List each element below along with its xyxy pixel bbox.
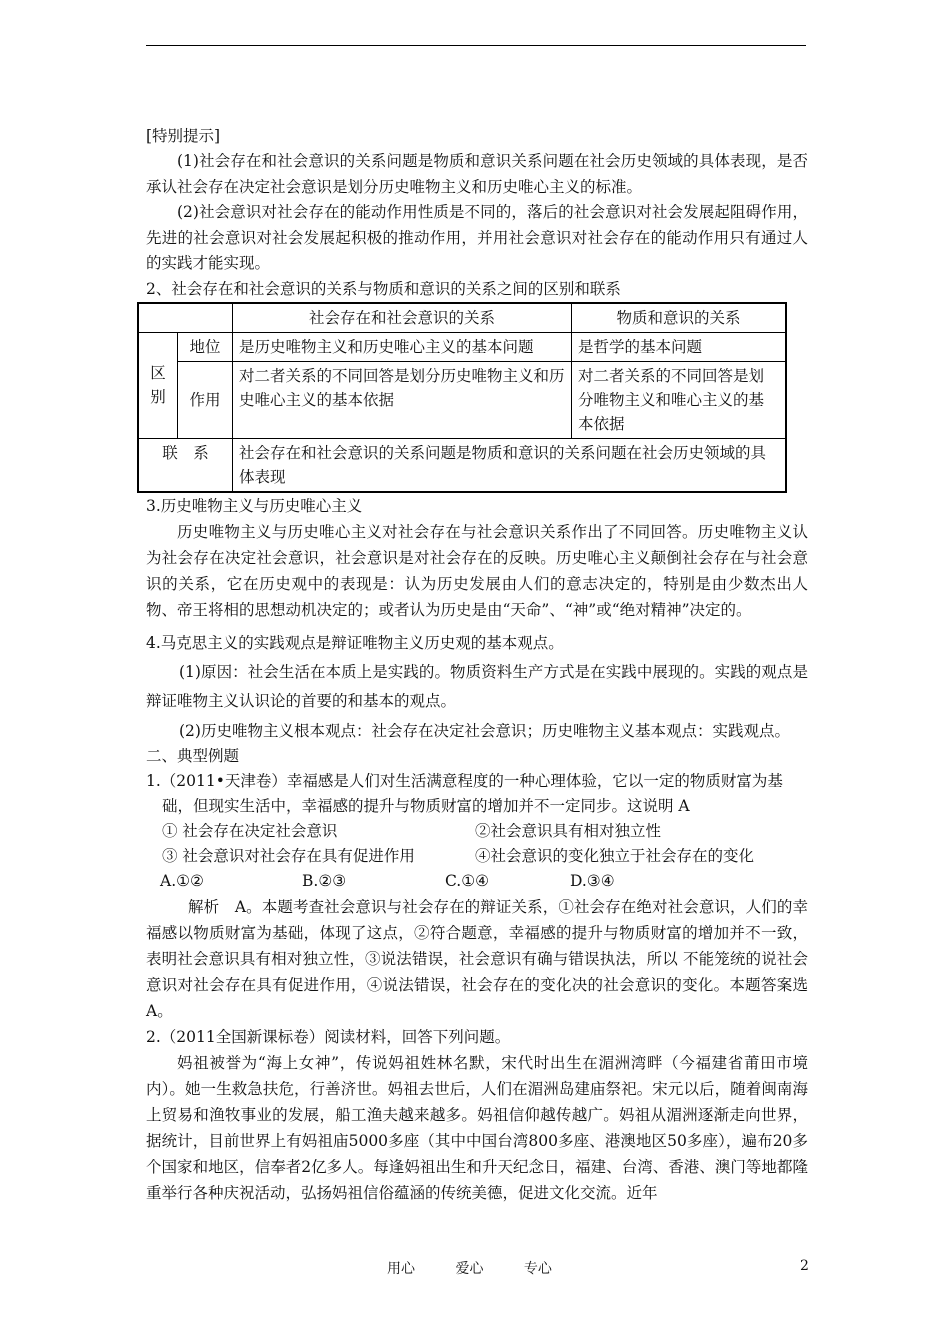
footer-word-2: 爱心 [455,1261,484,1277]
table-row-status-label: 地位 [178,332,233,361]
q1-choice-d: D.③④ [570,871,615,890]
table-link-label: 联 系 [138,438,233,492]
footer-motto [387,1258,588,1278]
q1-choices [146,869,808,894]
examples-heading: 二、典型例题 [146,746,240,765]
header-rule [146,45,806,46]
q1-option-3: ③ 社会意识对社会存在具有促进作用 [162,846,415,865]
q1-options-row-1 [146,819,808,844]
footer-word-3: 专心 [523,1261,552,1277]
q1-analysis: 解析 A。本题考查社会意识与社会存在的辩证关系，①社会存在绝对社会意识，人们的幸福感以物质财富为基础，体现了这点，②符合题意，幸福感的提升与物质财富的增加并不一致，表明社会意识具有相对独立性，③说法错误，社会意识有确与错误执法，所以 不能笼统的说社会意识对社会存在具有促进作用，④说法错误，社会存在的变化决的社会意识的变化。本题答案选A。 [146,897,808,1020]
q1-options-row-2 [146,844,808,869]
table-corner-cell [138,303,233,333]
table-row-status-material: 是哲学的基本问题 [572,332,787,361]
q1-stem-line-2: 础，但现实生活中，幸福感的提升与物质财富的增加并不一定同步。这说明 A [162,796,690,815]
section-2-heading: 2、社会存在和社会意识的关系与物质和意识的关系之间的区别和联系 [146,279,621,298]
table-header-material: 物质和意识的关系 [572,303,787,333]
section-3-paragraph: 历史唯物主义与历史唯心主义对社会存在与社会意识关系作出了不同回答。历史唯物主义认为社会存在决定社会意识，社会意识是对社会存在的反映。历史唯心主义颠倒社会存在与社会意识的关系，它在历史观中的表现是：认为历史发展由人们的意志决定的，特别是由少数杰出人物、帝王将相的思想动机决定的；或者认为历史是由“天命”、“神”或“绝对精神”决定的。 [146,522,808,619]
section-3-heading: 3.历史唯物主义与历史唯心主义 [146,496,363,515]
table-diff-char-2: 别 [150,388,166,406]
section-4-heading: 4.马克思主义的实践观点是辩证唯物主义历史观的基本观点。 [146,633,564,652]
tip-title: [特别提示] [146,127,221,145]
table-row-status-social: 是历史唯物主义和历史唯心主义的基本问题 [233,332,572,361]
table-diff-label [138,332,178,438]
table-row-role-label: 作用 [178,361,233,438]
table-link-text: 社会存在和社会意识的关系问题是物质和意识的关系问题在社会历史领域的具体表现 [233,438,787,492]
table-row-role-social: 对二者关系的不同回答是划分历史唯物主义和历史唯心主义的基本依据 [233,361,572,438]
page-number: 2 [800,1258,809,1274]
q1-stem-line-1: 1.（2011•天津卷）幸福感是人们对生活满意程度的一种心理体验，它以一定的物质财富为基 [146,771,783,790]
q1-choice-b: B.②③ [302,871,347,890]
q1-choice-c: C.①④ [445,871,490,890]
page-content [146,124,808,1206]
tip-paragraph-2: (2)社会意识对社会存在的能动作用性质是不同的，落后的社会意识对社会发展起阻碍作用，先进的社会意识对社会发展起积极的推动作用，并用社会意识对社会存在的能动作用只有通过人的实践才能实现。 [146,203,808,272]
section-4-paragraph-2: (2)历史唯物主义根本观点：社会存在决定社会意识；历史唯物主义基本观点：实践观点。 [179,721,790,740]
section-4-paragraph-1: (1)原因：社会生活在本质上是实践的。物质资料生产方式是在实践中展现的。实践的观点是辩证唯物主义认识论的首要的和基本的观点。 [146,662,808,710]
table-header-social: 社会存在和社会意识的关系 [233,303,572,333]
q1-choice-a: A.①② [160,871,204,890]
tip-paragraph-1: (1)社会存在和社会意识的关系问题是物质和意识关系问题在社会历史领域的具体表现，是否承认社会存在决定社会意识是划分历史唯物主义和历史唯心主义的标准。 [146,152,808,196]
q1-option-1: ① 社会存在决定社会意识 [162,821,338,840]
q1-option-4: ④社会意识的变化独立于社会存在的变化 [475,846,755,865]
q2-stem: 2.（2011全国新课标卷）阅读材料，回答下列问题。 [146,1027,511,1046]
comparison-table [137,302,787,493]
q1-option-2: ②社会意识具有相对独立性 [475,821,662,840]
table-diff-char-1: 区 [150,364,166,382]
table-row-role-material: 对二者关系的不同回答是划分唯物主义和唯心主义的基本依据 [572,361,787,438]
footer-word-1: 用心 [387,1261,415,1277]
q2-material: 妈祖被誉为“海上女神”，传说妈祖姓林名默，宋代时出生在湄洲湾畔（今福建省莆田市境内）。她一生救急扶危，行善济世。妈祖去世后，人们在湄洲岛建庙祭祀。宋元以后，随着闽南海上贸易和渔牧事业的发展，船工渔夫越来越多。妈祖信仰越传越广。妈祖从湄洲逐渐走向世界，据统计，目前世界上有妈祖庙5000多座（其中中国台湾800多座、港澳地区50多座），遍布20多个国家和地区，信奉者2亿多人。每逢妈祖出生和升天纪念日，福建、台湾、香港、澳门等地都隆重举行各种庆祝活动，弘扬妈祖信俗蕴涵的传统美德，促进文化交流。近年 [146,1053,808,1202]
